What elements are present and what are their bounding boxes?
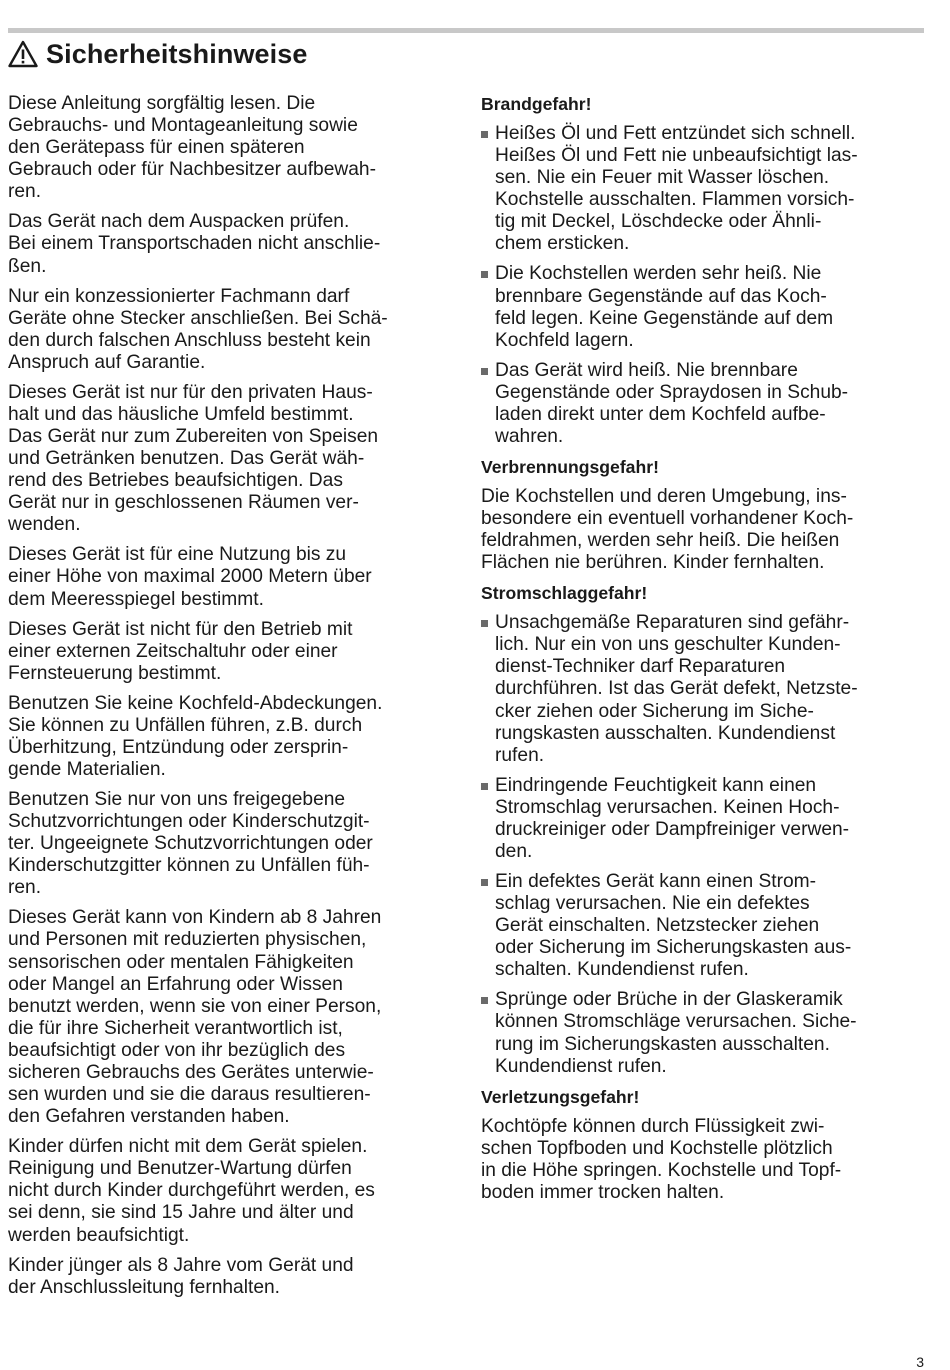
- top-divider-rule: [8, 28, 924, 33]
- paragraph-connection: Nur ein konzessionierter Fachmann darf Geräte ohne Stecker anschließen. Bei Schä- den durch falschen Anschluss besteht kein Anspruch auf Garantie.: [8, 285, 388, 373]
- square-bullet-icon: [481, 271, 488, 278]
- square-bullet-icon: [481, 620, 488, 627]
- paragraph-instructions: Diese Anleitung sorgfältig lesen. Die Gebrauchs- und Montageanleitung sowie den Gerätepass für einen späteren Gebrauch oder für Nachbesitzer aufbewah- ren.: [8, 93, 376, 203]
- paragraph-injury-hazard: Kochtöpfe können durch Flüssigkeit zwi- schen Topfboden und Kochstelle plötzlich in die Höhe springen. Kochstelle und Topf- boden immer trocken halten.: [481, 1115, 842, 1203]
- paragraph-children-play: Kinder dürfen nicht mit dem Gerät spielen. Reinigung und Benutzer-Wartung dürfen nicht durch Kinder durchgeführt werden, es sei denn, sie sind 15 Jahre und älter und werden beaufsichtigt.: [8, 1136, 375, 1246]
- fire-hazard-list: [481, 123, 931, 448]
- page-title: [8, 34, 308, 74]
- list-item-text: Ein defektes Gerät kann einen Strom- schlag verursachen. Nie ein defektes Gerät einschalten. Netzstecker ziehen oder Sicherung im Sicherungskasten aus- schalten. Kundendienst rufen.: [495, 871, 852, 981]
- square-bullet-icon: [481, 879, 488, 886]
- square-bullet-icon: [481, 997, 488, 1004]
- list-item-text: Sprünge oder Brüche in der Glaskeramik können Stromschläge verursachen. Siche- rung im Sicherungskasten ausschalten. Kundendienst rufen.: [495, 989, 857, 1077]
- paragraph-inspection: Das Gerät nach dem Auspacken prüfen. Bei einem Transportschaden nicht anschlie- ßen.: [8, 211, 381, 277]
- list-item-text: Das Gerät wird heiß. Nie brennbare Gegenstände oder Spraydosen in Schub- laden direkt unter dem Kochfeld aufbe- wahren.: [495, 359, 849, 447]
- list-item-text: Die Kochstellen werden sehr heiß. Nie brennbare Gegenstände auf das Koch- feld legen. Keine Gegenstände auf dem Kochfeld lagern.: [495, 263, 834, 351]
- paragraph-children-usage: Dieses Gerät kann von Kindern ab 8 Jahren und Personen mit reduzierten physischen, sensorischen oder mentalen Fähigkeiten oder Mangel an Erfahrung oder Wissen benutzt werden, wenn sie von einer Person, die für ihre Sicherheit verantwortlich ist, beaufsichtigt oder von ihr bezüglich des sicheren Gebrauchs des Gerätes unterwie- sen wurden und sie die daraus resultieren- den Gefahren verstanden haben.: [8, 907, 382, 1128]
- page-number: 3: [916, 1354, 924, 1370]
- square-bullet-icon: [481, 368, 488, 375]
- paragraph-altitude: Dieses Gerät ist für eine Nutzung bis zu einer Höhe von maximal 2000 Metern über dem Meeresspiegel bestimmt.: [8, 544, 372, 610]
- warning-triangle-icon: [8, 40, 38, 68]
- list-item-text: Unsachgemäße Reparaturen sind gefähr- lich. Nur ein von uns geschulter Kunden- dienst-Techniker darf Reparaturen durchführen. Ist das Gerät defekt, Netzste- cker ziehen oder Sicherung im Siche- rungskasten ausschalten. Kundendienst rufen.: [495, 612, 858, 766]
- list-item: [481, 775, 931, 863]
- list-item: [481, 263, 931, 351]
- heading-fire-hazard: Brandgefahr!: [481, 94, 592, 114]
- list-item: [481, 612, 931, 767]
- paragraph-guards: Benutzen Sie nur von uns freigegebene Schutzvorrichtungen oder Kinderschutzgit- ter. Ungeeignete Schutzvorrichtungen oder Kinderschutzgitter können zu Unfällen füh- ren.: [8, 788, 373, 899]
- paragraph-burn-hazard: Die Kochstellen und deren Umgebung, ins- besondere ein eventuell vorhandener Koch- feldrahmen, werden sehr heiß. Die heißen Flächen nie berühren. Kinder fernhalten.: [481, 485, 854, 574]
- paragraph-covers: Benutzen Sie keine Kochfeld-Abdeckungen. Sie können zu Unfällen führen, z.B. durch Überhitzung, Entzündung oder zersprin- gende Materialien.: [8, 692, 383, 780]
- list-item: [481, 989, 931, 1077]
- right-column: [481, 93, 931, 1212]
- list-item: [481, 360, 931, 448]
- square-bullet-icon: [481, 131, 488, 138]
- heading-shock-hazard: Stromschlaggefahr!: [481, 583, 648, 604]
- paragraph-children-distance: Kinder jünger als 8 Jahre vom Gerät und der Anschlussleitung fernhalten.: [8, 1254, 354, 1298]
- list-item-text: Eindringende Feuchtigkeit kann einen Stromschlag verursachen. Keinen Hoch- druckreiniger oder Dampfreiniger verwen- den.: [495, 774, 850, 863]
- heading-burn-hazard: Verbrennungsgefahr!: [481, 456, 659, 477]
- list-item: [481, 123, 931, 256]
- paragraph-timer: Dieses Gerät ist nicht für den Betrieb mit einer externen Zeitschaltuhr oder einer Fernsteuerung bestimmt.: [8, 618, 353, 684]
- left-column: [8, 93, 458, 1307]
- list-item-text: Heißes Öl und Fett entzündet sich schnell. Heißes Öl und Fett nie unbeaufsichtigt las- sen. Nie ein Feuer mit Wasser löschen. Kochstelle ausschalten. Flammen vorsich- tig mit Deckel, Löschdecke oder Ähnli- chem ersticken.: [495, 122, 858, 255]
- paragraph-intended-use: Dieses Gerät ist nur für den privaten Haus- halt und das häusliche Umfeld bestimmt. Das Gerät nur zum Zubereiten von Speisen und Getränken benutzen. Das Gerät wäh- rend des Betriebes beaufsichtigen. Das Gerät nur in geschlossenen Räumen ver- wenden.: [8, 381, 379, 536]
- heading-injury-hazard: Verletzungsgefahr!: [481, 1086, 640, 1107]
- square-bullet-icon: [481, 783, 488, 790]
- list-item: [481, 871, 931, 981]
- page-title-text: Sicherheitshinweise: [46, 38, 308, 69]
- shock-hazard-list: [481, 612, 931, 1078]
